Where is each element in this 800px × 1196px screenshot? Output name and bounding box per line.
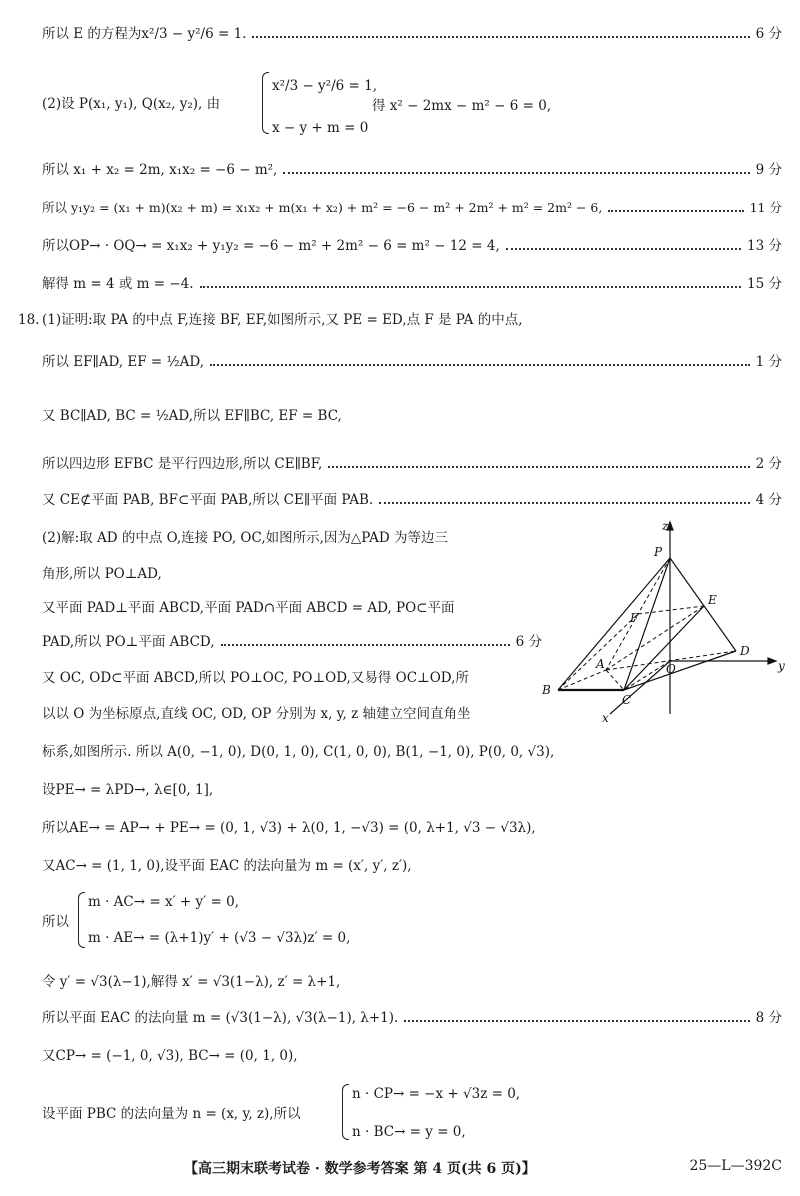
system-equation: m · AE→ = (λ+1)y′ + (√3 − √3λ)z′ = 0, <box>88 930 351 946</box>
system-equation: x − y + m = 0 <box>272 120 369 136</box>
x-axis <box>610 661 670 714</box>
score-label: 2 分 <box>755 456 782 472</box>
score-label: 8 分 <box>755 1010 782 1026</box>
answer-line: 又CP→ = (−1, 0, √3), BC→ = (0, 1, 0), <box>42 1048 298 1064</box>
line-text: 所以OP→ · OQ→ = x₁x₂ + y₁y₂ = −6 − m² + 2m² − 6 = m² − 12 = 4, <box>42 238 500 254</box>
answer-line <box>42 632 542 652</box>
question-number: 18. <box>18 312 40 328</box>
answer-line: (2)解:取 AD 的中点 O,连接 PO, OC,如图所示,因为△PAD 为等边三 <box>42 530 449 546</box>
answer-line <box>42 490 782 510</box>
leader-dots <box>252 36 749 38</box>
system-equation: x²/3 − y²/6 = 1, <box>272 78 378 94</box>
answer-line <box>42 274 782 294</box>
label-y: y <box>778 659 785 673</box>
y-arrow-icon <box>768 658 776 664</box>
line-text: 所以平面 EAC 的法向量 m = (√3(1−λ), √3(λ−1), λ+1). <box>42 1010 399 1026</box>
line-text: 又 CE⊄平面 PAB, BF⊂平面 PAB,所以 CE∥平面 PAB. <box>42 492 374 508</box>
score-label: 15 分 <box>747 276 782 292</box>
line-text: 所以 y₁y₂ = (x₁ + m)(x₂ + m) = x₁x₂ + m(x₁ + x₂) + m² = −6 − m² + 2m² + m² = 2m² − 6, <box>42 200 603 215</box>
answer-line: 又 BC∥AD, BC = ½AD,所以 EF∥BC, EF = BC, <box>42 408 342 424</box>
label-a: A <box>596 657 605 671</box>
line-text: 解得 m = 4 或 m = −4. <box>42 276 194 292</box>
leader-dots <box>221 644 510 646</box>
edge-pd <box>670 558 736 651</box>
leader-dots <box>283 172 749 174</box>
edge-pb <box>558 558 670 690</box>
leader-dots <box>328 466 749 468</box>
line-text: PAD,所以 PO⊥平面 ABCD, <box>42 634 215 650</box>
leader-dots <box>200 286 741 288</box>
label-c: C <box>622 693 632 707</box>
label-p: P <box>654 545 663 559</box>
answer-line <box>42 160 782 180</box>
answer-line: 又 OC, OD⊂平面 ABCD,所以 PO⊥OC, PO⊥OD,又易得 OC⊥OD,所 <box>42 670 469 686</box>
line-text: 所以四边形 EFBC 是平行四边形,所以 CE∥BF, <box>42 456 323 472</box>
answer-line: (2)设 P(x₁, y₁), Q(x₂, y₂), 由 <box>42 96 221 112</box>
answer-line: 角形,所以 PO⊥AD, <box>42 566 162 582</box>
line-text: 得 x² − 2mx − m² − 6 = 0, <box>372 98 552 114</box>
line-text: 所以 E 的方程为x²/3 − y²/6 = 1. <box>42 26 247 42</box>
edge-cd <box>624 651 736 690</box>
label-z: z <box>662 519 669 533</box>
leader-dots <box>608 210 743 212</box>
answer-line <box>42 24 782 44</box>
leader-dots <box>210 364 750 366</box>
answer-line: 所以 <box>42 914 69 930</box>
edge-ba <box>558 670 606 690</box>
answer-line: 又AC→ = (1, 1, 0),设平面 EAC 的法向量为 m = (x′, y′, z′), <box>42 858 412 874</box>
answer-line: 又平面 PAD⊥平面 ABCD,平面 PAD∩平面 ABCD = AD, PO⊂平面 <box>42 600 455 616</box>
score-label: 4 分 <box>755 492 782 508</box>
label-d: D <box>740 644 750 658</box>
edge-bf <box>558 614 638 690</box>
answer-line <box>42 454 782 474</box>
system-brace <box>342 1084 349 1140</box>
score-label: 6 分 <box>755 26 782 42</box>
label-f: F <box>630 611 639 625</box>
label-b: B <box>542 683 551 697</box>
answer-line <box>42 1008 782 1028</box>
system-brace <box>262 72 269 134</box>
answer-line: 设平面 PBC 的法向量为 n = (x, y, z),所以 <box>42 1106 301 1122</box>
score-label: 6 分 <box>515 634 542 650</box>
answer-line: 设PE→ = λPD→, λ∈[0, 1], <box>42 782 214 798</box>
system-brace <box>78 892 85 948</box>
footer-code: 25—L—392C <box>689 1158 782 1174</box>
system-equation: n · CP→ = −x + √3z = 0, <box>352 1086 521 1102</box>
answer-line <box>42 352 782 372</box>
system-equation: n · BC→ = y = 0, <box>352 1124 466 1140</box>
answer-line: (1)证明:取 PA 的中点 F,连接 BF, EF,如图所示,又 PE = ED,点 F 是 PA 的中点, <box>42 312 523 328</box>
answer-line <box>42 236 782 256</box>
answer-line <box>42 198 782 218</box>
score-label: 9 分 <box>755 162 782 178</box>
score-label: 11 分 <box>749 200 782 215</box>
label-x: x <box>602 711 609 725</box>
edge-ac <box>606 670 624 690</box>
answer-line: 令 y′ = √3(λ−1),解得 x′ = √3(1−λ), z′ = λ+1, <box>42 974 341 990</box>
leader-dots <box>404 1020 749 1022</box>
answer-line: 所以AE→ = AP→ + PE→ = (0, 1, √3) + λ(0, 1, −√3) = (0, λ+1, √3 − √3λ), <box>42 820 536 836</box>
leader-dots <box>379 502 749 504</box>
pyramid-figure <box>536 518 790 728</box>
line-text: 所以 EF∥AD, EF = ½AD, <box>42 354 205 370</box>
line-text: 所以 x₁ + x₂ = 2m, x₁x₂ = −6 − m², <box>42 162 278 178</box>
score-label: 13 分 <box>747 238 782 254</box>
leader-dots <box>506 248 741 250</box>
label-e: E <box>708 593 717 607</box>
footer-title: 【高三期末联考试卷 · 数学参考答案 第 4 页(共 6 页)】 <box>184 1161 536 1177</box>
answer-line: 以以 O 为坐标原点,直线 OC, OD, OP 分别为 x, y, z 轴建立空间直角坐 <box>42 706 471 722</box>
label-o: O <box>666 662 676 676</box>
score-label: 1 分 <box>755 354 782 370</box>
system-equation: m · AC→ = x′ + y′ = 0, <box>88 894 239 910</box>
answer-line: 标系,如图所示. 所以 A(0, −1, 0), D(0, 1, 0), C(1, 0, 0), B(1, −1, 0), P(0, 0, √3), <box>42 744 555 760</box>
